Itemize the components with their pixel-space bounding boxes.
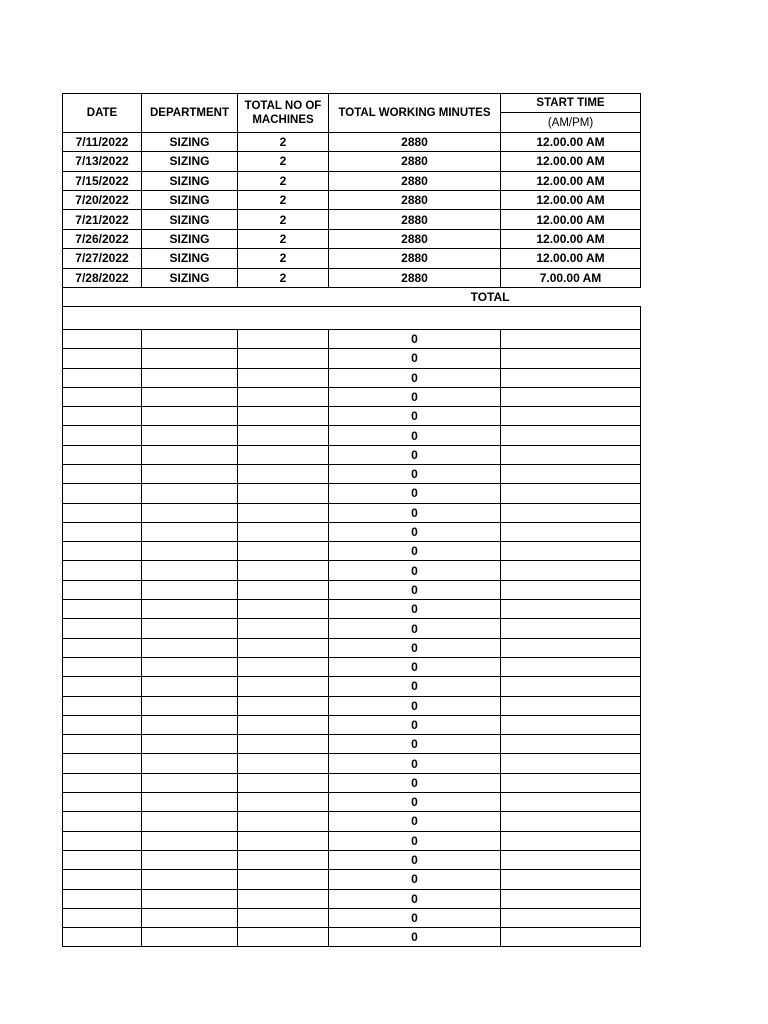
- cell-empty[interactable]: [501, 754, 641, 773]
- cell-empty[interactable]: [142, 677, 238, 696]
- cell-empty[interactable]: [63, 503, 142, 522]
- cell-empty[interactable]: [142, 735, 238, 754]
- cell-minutes[interactable]: 2880: [329, 268, 501, 287]
- table-row: [63, 870, 641, 889]
- cell-date[interactable]: 7/28/2022: [63, 268, 142, 287]
- table-row: [63, 407, 641, 426]
- cell-empty[interactable]: [238, 407, 329, 426]
- cell-empty[interactable]: [501, 928, 641, 947]
- table-row: [63, 908, 641, 927]
- cell-empty[interactable]: [142, 600, 238, 619]
- table-row: [63, 171, 641, 190]
- table-row: [63, 561, 641, 580]
- cell-empty[interactable]: [63, 619, 142, 638]
- cell-minutes[interactable]: 0: [329, 735, 501, 754]
- cell-empty[interactable]: [238, 715, 329, 734]
- cell-empty[interactable]: [238, 754, 329, 773]
- cell-empty[interactable]: [501, 735, 641, 754]
- cell-minutes[interactable]: 0: [329, 850, 501, 869]
- cell-empty[interactable]: [501, 484, 641, 503]
- cell-empty[interactable]: [63, 464, 142, 483]
- cell-minutes[interactable]: 0: [329, 870, 501, 889]
- table-row: [63, 812, 641, 831]
- cell-empty[interactable]: [63, 329, 142, 348]
- cell-start-time[interactable]: 12.00.00 AM: [501, 132, 641, 151]
- cell-empty[interactable]: [142, 407, 238, 426]
- table-row: [63, 657, 641, 676]
- total-label[interactable]: TOTAL: [63, 287, 641, 306]
- cell-minutes[interactable]: 0: [329, 580, 501, 599]
- cell-empty[interactable]: [238, 638, 329, 657]
- cell-empty[interactable]: [142, 889, 238, 908]
- table-row: [63, 229, 641, 248]
- cell-empty[interactable]: [238, 368, 329, 387]
- cell-empty[interactable]: [142, 696, 238, 715]
- cell-department[interactable]: SIZING: [142, 171, 238, 190]
- cell-minutes[interactable]: 0: [329, 715, 501, 734]
- spacer-cell[interactable]: [63, 306, 641, 329]
- cell-empty[interactable]: [238, 908, 329, 927]
- cell-empty[interactable]: [142, 754, 238, 773]
- cell-minutes[interactable]: 0: [329, 889, 501, 908]
- cell-empty[interactable]: [501, 561, 641, 580]
- header-start-time[interactable]: START TIME: [501, 94, 641, 113]
- table-row: [63, 928, 641, 947]
- cell-empty[interactable]: [63, 484, 142, 503]
- cell-empty[interactable]: [501, 522, 641, 541]
- cell-empty[interactable]: [501, 329, 641, 348]
- cell-empty[interactable]: [501, 793, 641, 812]
- cell-date[interactable]: 7/20/2022: [63, 190, 142, 209]
- cell-minutes[interactable]: 2880: [329, 132, 501, 151]
- cell-empty[interactable]: [142, 426, 238, 445]
- cell-empty[interactable]: [238, 677, 329, 696]
- table-row: [63, 503, 641, 522]
- cell-machines[interactable]: 2: [238, 268, 329, 287]
- table-row: [63, 542, 641, 561]
- cell-minutes[interactable]: 0: [329, 793, 501, 812]
- cell-empty[interactable]: [238, 600, 329, 619]
- table-row: [63, 387, 641, 406]
- cell-minutes[interactable]: 2880: [329, 190, 501, 209]
- cell-empty[interactable]: [238, 426, 329, 445]
- cell-empty[interactable]: [142, 850, 238, 869]
- cell-empty[interactable]: [238, 349, 329, 368]
- cell-empty[interactable]: [63, 773, 142, 792]
- working-minutes-table: [62, 93, 641, 947]
- table-row: [63, 329, 641, 348]
- cell-empty[interactable]: [238, 812, 329, 831]
- header-start-time-sub[interactable]: (AM/PM): [501, 113, 641, 132]
- cell-empty[interactable]: [238, 928, 329, 947]
- cell-empty[interactable]: [142, 503, 238, 522]
- cell-empty[interactable]: [63, 696, 142, 715]
- cell-empty[interactable]: [63, 407, 142, 426]
- cell-empty[interactable]: [142, 329, 238, 348]
- cell-empty[interactable]: [501, 773, 641, 792]
- cell-empty[interactable]: [238, 464, 329, 483]
- cell-empty[interactable]: [501, 870, 641, 889]
- cell-empty[interactable]: [501, 677, 641, 696]
- cell-minutes[interactable]: 0: [329, 407, 501, 426]
- cell-empty[interactable]: [238, 831, 329, 850]
- cell-minutes[interactable]: 0: [329, 600, 501, 619]
- cell-empty[interactable]: [142, 561, 238, 580]
- cell-machines[interactable]: 2: [238, 229, 329, 248]
- cell-empty[interactable]: [142, 831, 238, 850]
- cell-minutes[interactable]: 0: [329, 522, 501, 541]
- cell-empty[interactable]: [63, 831, 142, 850]
- cell-empty[interactable]: [142, 349, 238, 368]
- cell-department[interactable]: SIZING: [142, 132, 238, 151]
- cell-empty[interactable]: [501, 831, 641, 850]
- cell-machines[interactable]: 2: [238, 152, 329, 171]
- cell-empty[interactable]: [238, 561, 329, 580]
- cell-empty[interactable]: [63, 426, 142, 445]
- cell-minutes[interactable]: 2880: [329, 210, 501, 229]
- cell-empty[interactable]: [501, 542, 641, 561]
- cell-empty[interactable]: [501, 445, 641, 464]
- spreadsheet: [62, 93, 640, 947]
- cell-empty[interactable]: [501, 464, 641, 483]
- cell-empty[interactable]: [501, 812, 641, 831]
- table-row: [63, 600, 641, 619]
- table-row: [63, 715, 641, 734]
- cell-empty[interactable]: [238, 329, 329, 348]
- cell-empty[interactable]: [238, 619, 329, 638]
- cell-date[interactable]: 7/11/2022: [63, 132, 142, 151]
- table-row: [63, 735, 641, 754]
- spacer-row: [63, 306, 641, 329]
- cell-empty[interactable]: [63, 522, 142, 541]
- table-row: [63, 677, 641, 696]
- cell-empty[interactable]: [501, 503, 641, 522]
- cell-empty[interactable]: [63, 657, 142, 676]
- header-machines[interactable]: TOTAL NO OF MACHINES: [238, 94, 329, 133]
- cell-date[interactable]: 7/21/2022: [63, 210, 142, 229]
- cell-empty[interactable]: [501, 426, 641, 445]
- cell-empty[interactable]: [142, 638, 238, 657]
- table-row: [63, 889, 641, 908]
- cell-minutes[interactable]: 0: [329, 445, 501, 464]
- cell-empty[interactable]: [142, 368, 238, 387]
- cell-start-time[interactable]: 12.00.00 AM: [501, 171, 641, 190]
- cell-department[interactable]: SIZING: [142, 190, 238, 209]
- cell-minutes[interactable]: 0: [329, 638, 501, 657]
- cell-empty[interactable]: [501, 889, 641, 908]
- cell-minutes[interactable]: 0: [329, 329, 501, 348]
- cell-start-time[interactable]: 7.00.00 AM: [501, 268, 641, 287]
- cell-empty[interactable]: [238, 850, 329, 869]
- table-row: [63, 268, 641, 287]
- cell-start-time[interactable]: 12.00.00 AM: [501, 152, 641, 171]
- header-date[interactable]: DATE: [63, 94, 142, 133]
- cell-minutes[interactable]: 0: [329, 349, 501, 368]
- header-minutes[interactable]: TOTAL WORKING MINUTES: [329, 94, 501, 133]
- cell-minutes[interactable]: 0: [329, 754, 501, 773]
- cell-empty[interactable]: [238, 387, 329, 406]
- cell-machines[interactable]: 2: [238, 249, 329, 268]
- cell-empty[interactable]: [142, 522, 238, 541]
- cell-empty[interactable]: [63, 715, 142, 734]
- cell-empty[interactable]: [63, 638, 142, 657]
- cell-empty[interactable]: [142, 928, 238, 947]
- cell-empty[interactable]: [142, 773, 238, 792]
- cell-minutes[interactable]: 0: [329, 464, 501, 483]
- cell-empty[interactable]: [238, 696, 329, 715]
- table-row: [63, 368, 641, 387]
- cell-start-time[interactable]: 12.00.00 AM: [501, 229, 641, 248]
- cell-empty[interactable]: [501, 638, 641, 657]
- table-row: [63, 638, 641, 657]
- cell-start-time[interactable]: 12.00.00 AM: [501, 190, 641, 209]
- cell-empty[interactable]: [238, 773, 329, 792]
- header-department[interactable]: DEPARTMENT: [142, 94, 238, 133]
- cell-empty[interactable]: [63, 600, 142, 619]
- cell-empty[interactable]: [63, 889, 142, 908]
- cell-empty[interactable]: [63, 445, 142, 464]
- cell-minutes[interactable]: 0: [329, 484, 501, 503]
- cell-empty[interactable]: [238, 445, 329, 464]
- cell-empty[interactable]: [501, 908, 641, 927]
- cell-department[interactable]: SIZING: [142, 152, 238, 171]
- table-row: [63, 754, 641, 773]
- cell-date[interactable]: 7/15/2022: [63, 171, 142, 190]
- cell-empty[interactable]: [238, 870, 329, 889]
- cell-empty[interactable]: [63, 735, 142, 754]
- cell-empty[interactable]: [63, 850, 142, 869]
- cell-minutes[interactable]: 0: [329, 542, 501, 561]
- cell-date[interactable]: 7/27/2022: [63, 249, 142, 268]
- cell-empty[interactable]: [142, 387, 238, 406]
- table-row: [63, 210, 641, 229]
- cell-minutes[interactable]: 0: [329, 503, 501, 522]
- cell-date[interactable]: 7/26/2022: [63, 229, 142, 248]
- cell-empty[interactable]: [63, 387, 142, 406]
- cell-minutes[interactable]: 2880: [329, 152, 501, 171]
- cell-minutes[interactable]: 0: [329, 426, 501, 445]
- cell-empty[interactable]: [63, 542, 142, 561]
- cell-empty[interactable]: [63, 908, 142, 927]
- cell-empty[interactable]: [142, 464, 238, 483]
- cell-empty[interactable]: [63, 928, 142, 947]
- cell-department[interactable]: SIZING: [142, 229, 238, 248]
- cell-minutes[interactable]: 2880: [329, 171, 501, 190]
- table-row: [63, 249, 641, 268]
- cell-empty[interactable]: [63, 580, 142, 599]
- cell-minutes[interactable]: 2880: [329, 249, 501, 268]
- cell-empty[interactable]: [63, 754, 142, 773]
- cell-minutes[interactable]: 0: [329, 657, 501, 676]
- cell-minutes[interactable]: 0: [329, 908, 501, 927]
- cell-minutes[interactable]: 0: [329, 928, 501, 947]
- cell-empty[interactable]: [63, 349, 142, 368]
- cell-empty[interactable]: [142, 908, 238, 927]
- table-row: [63, 349, 641, 368]
- cell-empty[interactable]: [238, 484, 329, 503]
- cell-empty[interactable]: [142, 542, 238, 561]
- cell-minutes[interactable]: 0: [329, 561, 501, 580]
- cell-empty[interactable]: [501, 619, 641, 638]
- cell-empty[interactable]: [142, 812, 238, 831]
- cell-empty[interactable]: [142, 619, 238, 638]
- cell-minutes[interactable]: 0: [329, 368, 501, 387]
- cell-empty[interactable]: [238, 889, 329, 908]
- cell-empty[interactable]: [501, 600, 641, 619]
- cell-empty[interactable]: [142, 580, 238, 599]
- total-row: [63, 287, 641, 306]
- table-row: [63, 426, 641, 445]
- cell-empty[interactable]: [238, 657, 329, 676]
- table-row: [63, 580, 641, 599]
- cell-machines[interactable]: 2: [238, 190, 329, 209]
- cell-minutes[interactable]: 2880: [329, 229, 501, 248]
- cell-empty[interactable]: [501, 368, 641, 387]
- cell-minutes[interactable]: 0: [329, 773, 501, 792]
- table-row: [63, 831, 641, 850]
- table-row: [63, 484, 641, 503]
- cell-machines[interactable]: 2: [238, 210, 329, 229]
- cell-empty[interactable]: [501, 407, 641, 426]
- cell-empty[interactable]: [63, 812, 142, 831]
- cell-empty[interactable]: [238, 735, 329, 754]
- cell-empty[interactable]: [501, 696, 641, 715]
- cell-empty[interactable]: [501, 850, 641, 869]
- cell-date[interactable]: 7/13/2022: [63, 152, 142, 171]
- cell-machines[interactable]: 2: [238, 171, 329, 190]
- cell-empty[interactable]: [63, 870, 142, 889]
- cell-empty[interactable]: [142, 657, 238, 676]
- cell-minutes[interactable]: 0: [329, 619, 501, 638]
- cell-machines[interactable]: 2: [238, 132, 329, 151]
- table-row: [63, 445, 641, 464]
- cell-empty[interactable]: [501, 349, 641, 368]
- cell-empty[interactable]: [63, 368, 142, 387]
- table-row: [63, 850, 641, 869]
- cell-minutes[interactable]: 0: [329, 831, 501, 850]
- cell-empty[interactable]: [142, 484, 238, 503]
- cell-start-time[interactable]: 12.00.00 AM: [501, 249, 641, 268]
- cell-department[interactable]: SIZING: [142, 268, 238, 287]
- cell-empty[interactable]: [142, 870, 238, 889]
- table-row: [63, 696, 641, 715]
- cell-empty[interactable]: [142, 445, 238, 464]
- cell-empty[interactable]: [501, 387, 641, 406]
- table-row: [63, 619, 641, 638]
- table-row: [63, 132, 641, 151]
- cell-minutes[interactable]: 0: [329, 812, 501, 831]
- table-row: [63, 793, 641, 812]
- cell-empty[interactable]: [501, 657, 641, 676]
- cell-empty[interactable]: [501, 580, 641, 599]
- cell-start-time[interactable]: 12.00.00 AM: [501, 210, 641, 229]
- cell-minutes[interactable]: 0: [329, 696, 501, 715]
- cell-empty[interactable]: [142, 715, 238, 734]
- cell-empty[interactable]: [63, 793, 142, 812]
- cell-empty[interactable]: [238, 503, 329, 522]
- cell-department[interactable]: SIZING: [142, 249, 238, 268]
- cell-minutes[interactable]: 0: [329, 387, 501, 406]
- cell-empty[interactable]: [63, 677, 142, 696]
- table-row: [63, 190, 641, 209]
- table-row: [63, 522, 641, 541]
- table-row: [63, 773, 641, 792]
- cell-minutes[interactable]: 0: [329, 677, 501, 696]
- table-row: [63, 464, 641, 483]
- cell-empty[interactable]: [238, 793, 329, 812]
- cell-empty[interactable]: [63, 561, 142, 580]
- cell-department[interactable]: SIZING: [142, 210, 238, 229]
- cell-empty[interactable]: [238, 522, 329, 541]
- cell-empty[interactable]: [142, 793, 238, 812]
- cell-empty[interactable]: [238, 580, 329, 599]
- cell-empty[interactable]: [501, 715, 641, 734]
- cell-empty[interactable]: [238, 542, 329, 561]
- table-row: [63, 152, 641, 171]
